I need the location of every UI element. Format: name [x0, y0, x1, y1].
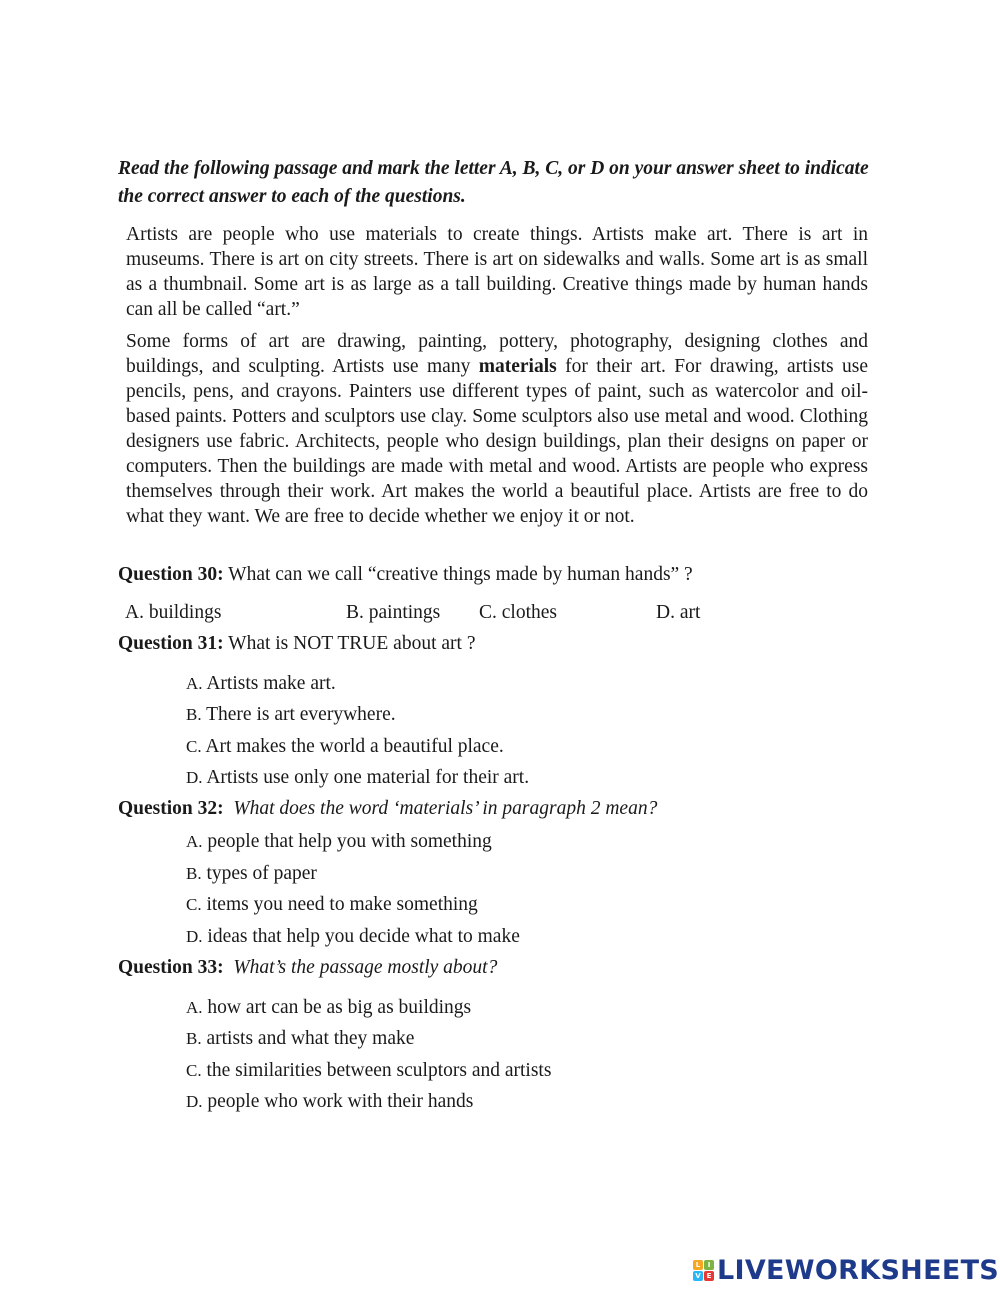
- option-b[interactable]: B. paintings: [346, 602, 441, 623]
- question-33: Question 33: What’s the passage mostly about?: [118, 957, 498, 978]
- instructions: Read the following passage and mark the letter A, B, C, or D on your answer sheet to indicate the correct answer to each of the questions.: [118, 158, 869, 207]
- option-c[interactable]: C. items you need to make something: [186, 894, 478, 915]
- option-a[interactable]: A. how art can be as big as buildings: [186, 997, 472, 1018]
- highlighted-word: materials: [478, 356, 557, 377]
- option-a[interactable]: A. Artists make art.: [186, 673, 336, 694]
- option-a[interactable]: A. people that help you with something: [186, 831, 492, 852]
- option-b[interactable]: B. There is art everywhere.: [186, 704, 396, 725]
- passage-paragraph-2: Some forms of art are drawing, painting, pottery, photography, designing clothes and buildings, and sculpting. Artists use many materials for their art. For drawing, artists use pencils, pens, and crayons. Painters use different types of paint, such as watercolor and oil-based paints. Potters and sculptors use clay. Some sculptors also use metal and wood. Clothing designers use fabric. Architects, people who design buildings, plan their designs on paper or computers. Then the buildings are made with metal and wood. Artists are people who express themselves through their work. Art makes the world a beautiful place. Artists are free to do what they want. We are free to decide whether we enjoy it or not.: [126, 331, 868, 527]
- option-c[interactable]: C. the similarities between sculptors and artists: [186, 1060, 552, 1081]
- logo-text: LIVEWORKSHEETS: [717, 1254, 1000, 1286]
- liveworksheets-logo: [693, 1253, 999, 1287]
- logo-icon: L I V E: [693, 1260, 714, 1281]
- option-d[interactable]: D. people who work with their hands: [186, 1091, 474, 1112]
- option-d[interactable]: D. Artists use only one material for their art.: [186, 767, 530, 788]
- question-30: Question 30: What can we call “creative things made by human hands” ?: [118, 564, 693, 585]
- reading-passage: [126, 222, 868, 536]
- passage-paragraph-1: Artists are people who use materials to create things. Artists make art. There is art in museums. There is art on city streets. There is art on sidewalks and walls. Some art is as small as a thumbnail. Some art is as large as a tall building. Creative things made by human hands can all be called “art.”: [126, 224, 868, 320]
- option-c[interactable]: C. clothes: [479, 602, 557, 623]
- option-d[interactable]: D. ideas that help you decide what to make: [186, 926, 520, 947]
- option-a[interactable]: A. buildings: [125, 602, 222, 623]
- option-b[interactable]: B. types of paper: [186, 863, 317, 884]
- question-31: Question 31: What is NOT TRUE about art ?: [118, 633, 476, 654]
- question-32: Question 32: What does the word ‘materials’ in paragraph 2 mean?: [118, 798, 658, 819]
- option-c[interactable]: C. Art makes the world a beautiful place.: [186, 736, 504, 757]
- option-b[interactable]: B. artists and what they make: [186, 1028, 415, 1049]
- option-d[interactable]: D. art: [656, 602, 701, 623]
